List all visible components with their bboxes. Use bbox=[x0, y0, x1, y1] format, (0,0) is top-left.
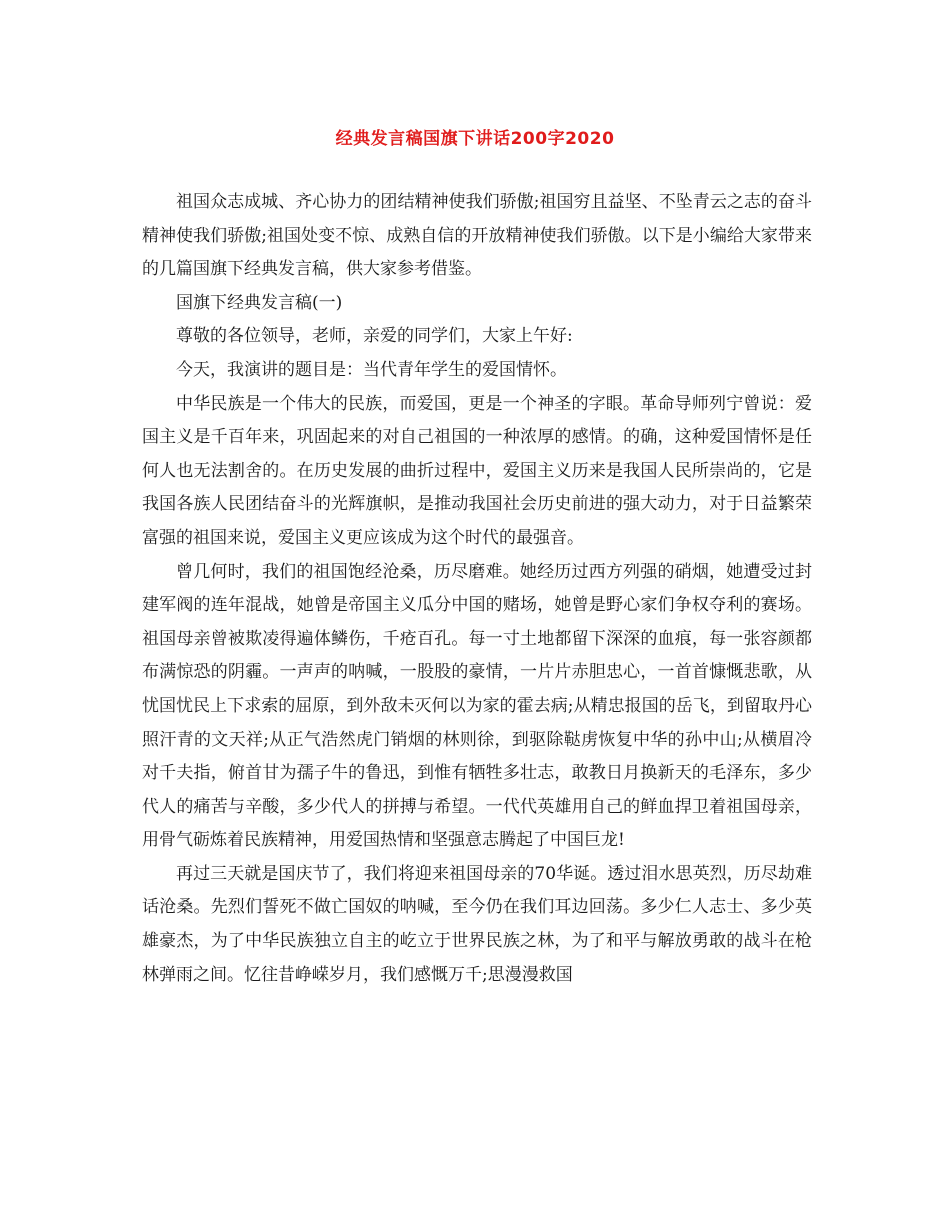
body-paragraph: 曾几何时，我们的祖国饱经沧桑，历尽磨难。她经历过西方列强的硝烟，她遭受过封建军阀的连年混战，她曾是帝国主义瓜分中国的赌场，她曾是野心家们争权夺利的赛场。祖国母亲曾被欺凌得遍体鳞伤，千疮百孔。每一寸土地都留下深深的血痕，每一张容颜都布满惊恐的阴霾。一声声的呐喊，一股股的豪情，一片片赤胆忠心，一首首慷慨悲歌，从忧国忧民上下求索的屈原，到外敌未灭何以为家的霍去病;从精忠报国的岳飞，到留取丹心照汗青的文天祥;从正气浩然虎门销烟的林则徐，到驱除鞑虏恢复中华的孙中山;从横眉冷对千夫指，俯首甘为孺子牛的鲁迅，到惟有牺牲多壮志，敢教日月换新天的毛泽东，多少代人的痛苦与辛酸，多少代人的拼搏与希望。一代代英雄用自己的鲜血捍卫着祖国母亲，用骨气砺炼着民族精神，用爱国热情和坚强意志腾起了中国巨龙! bbox=[142, 561, 812, 851]
document-title: 经典发言稿国旗下讲话200字2020 bbox=[335, 129, 615, 149]
intro-paragraph: 祖国众志成城、齐心协力的团结精神使我们骄傲;祖国穷且益坚、不坠青云之志的奋斗精神使我们骄傲;祖国处变不惊、成熟自信的开放精神使我们骄傲。以下是小编给大家带来的几篇国旗下经典发言稿，供大家参考借鉴。 bbox=[142, 192, 812, 280]
section-heading: 国旗下经典发言稿(一) bbox=[176, 292, 343, 313]
body-paragraph: 再过三天就是国庆节了，我们将迎来祖国母亲的70华诞。透过泪水思英烈，历尽劫难话沧桑。先烈们誓死不做亡国奴的呐喊，至今仍在我们耳边回荡。多少仁人志士、多少英雄豪杰，为了中华民族独立自主的屹立于世界民族之林，为了和平与解放勇敢的战斗在枪林弹雨之间。忆往昔峥嵘岁月，我们感慨万千;思漫漫救国 bbox=[142, 863, 812, 985]
body-paragraph: 中华民族是一个伟大的民族，而爱国，更是一个神圣的字眼。革命导师列宁曾说：爱国主义是千百年来，巩固起来的对自己祖国的一种浓厚的感情。的确，这种爱国情怀是任何人也无法割舍的。在历史发展的曲折过程中，爱国主义历来是我国人民所崇尚的，它是我国各族人民团结奋斗的光辉旗帜，是推动我国社会历史前进的强大动力，对于日益繁荣富强的祖国来说，爱国主义更应该成为这个时代的最强音。 bbox=[142, 393, 812, 548]
document-body bbox=[142, 186, 812, 992]
topic-paragraph: 今天，我演讲的题目是：当代青年学生的爱国情怀。 bbox=[176, 359, 567, 380]
greeting-paragraph: 尊敬的各位领导，老师，亲爱的同学们，大家上午好: bbox=[176, 326, 573, 347]
